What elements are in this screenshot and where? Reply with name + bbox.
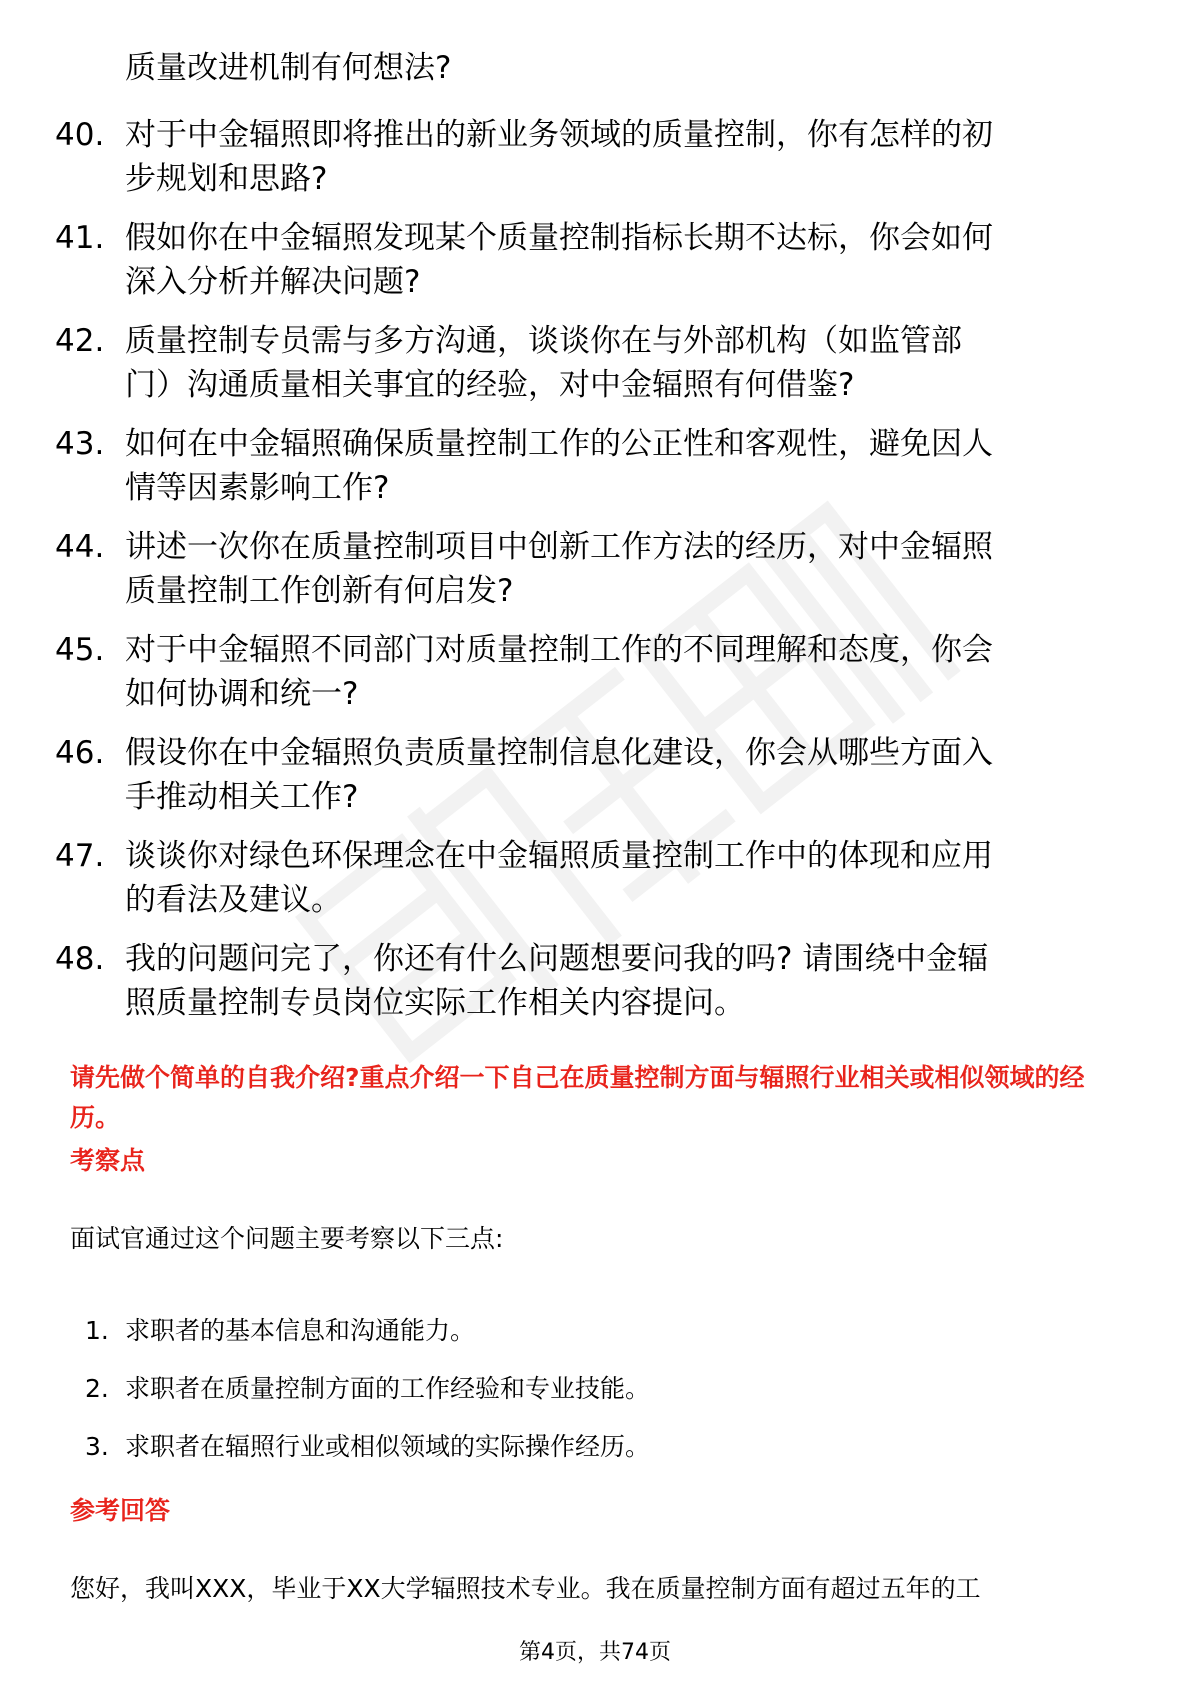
item-number: 46. (55, 735, 105, 771)
list-item (55, 834, 1135, 922)
interview-question-list (55, 113, 1135, 1040)
point-number: 2. (85, 1374, 109, 1403)
page-indicator: 第4页，共74页 (519, 1640, 671, 1665)
list-item (55, 628, 1135, 716)
item-text-line1: 谈谈你对绿色环保理念在中金辐照质量控制工作中的体现和应用 (125, 838, 993, 874)
item-number: 48. (55, 941, 105, 977)
item-text-line1: 假如你在中金辐照发现某个质量控制指标长期不达标，你会如何 (125, 220, 993, 256)
item-text-line1: 对于中金辐照不同部门对质量控制工作的不同理解和态度，你会 (125, 632, 993, 668)
list-item (55, 731, 1135, 819)
item-text-line2: 门）沟通质量相关事宜的经验，对中金辐照有何借鉴? (125, 367, 855, 403)
list-item (55, 525, 1135, 613)
item-number: 40. (55, 117, 105, 153)
list-item (55, 319, 1135, 407)
item-text-line2: 深入分析并解决问题? (125, 264, 421, 300)
item-text-line1: 如何在中金辐照确保质量控制工作的公正性和客观性，避免因人 (125, 426, 993, 462)
item-text-line1: 我的问题问完了，你还有什么问题想要问我的吗? 请围绕中金辐 (125, 941, 989, 977)
point-text: 求职者在质量控制方面的工作经验和专业技能。 (125, 1374, 651, 1403)
question-continuation: 质量改进机制有何想法? (125, 50, 452, 86)
item-number: 43. (55, 426, 105, 462)
list-item (85, 1429, 650, 1465)
point-number: 3. (85, 1432, 109, 1461)
item-text-line2: 情等因素影响工作? (125, 470, 390, 506)
item-text-line2: 照质量控制专员岗位实际工作相关内容提问。 (125, 985, 745, 1021)
item-text-line1: 质量控制专员需与多方沟通，谈谈你在与外部机构（如监管部 (125, 323, 962, 359)
item-text-line1: 讲述一次你在质量控制项目中创新工作方法的经历，对中金辐照 (125, 529, 993, 565)
list-item (85, 1313, 650, 1349)
reference-answer-text: 您好，我叫XXX，毕业于XX大学辐照技术专业。我在质量控制方面有超过五年的工 (70, 1574, 981, 1603)
item-text-line2: 的看法及建议。 (125, 882, 342, 918)
list-item (55, 216, 1135, 304)
list-item (55, 937, 1135, 1025)
list-item (55, 113, 1135, 201)
assessment-heading: 考察点 (70, 1146, 146, 1175)
item-number: 44. (55, 529, 105, 565)
list-item (85, 1371, 650, 1407)
item-number: 42. (55, 323, 105, 359)
item-number: 41. (55, 220, 105, 256)
item-text-line2: 步规划和思路? (125, 161, 328, 197)
item-number: 47. (55, 838, 105, 874)
point-text: 求职者的基本信息和沟通能力。 (125, 1316, 476, 1345)
item-text-line1: 对于中金辐照即将推出的新业务领域的质量控制，你有怎样的初 (125, 117, 993, 153)
featured-question: 请先做个简单的自我介绍?重点介绍一下自己在质量控制方面与辐照行业相关或相似领域的经历。 (70, 1063, 1085, 1132)
assessment-intro: 面试官通过这个问题主要考察以下三点: (70, 1224, 504, 1253)
point-number: 1. (85, 1316, 109, 1345)
item-number: 45. (55, 632, 105, 668)
list-item (55, 422, 1135, 510)
point-text: 求职者在辐照行业或相似领域的实际操作经历。 (125, 1432, 651, 1461)
reference-heading: 参考回答 (70, 1496, 171, 1525)
item-text-line2: 如何协调和统一? (125, 676, 359, 712)
item-text-line1: 假设你在中金辐照负责质量控制信息化建设，你会从哪些方面入 (125, 735, 993, 771)
item-text-line2: 手推动相关工作? (125, 779, 359, 815)
item-text-line2: 质量控制工作创新有何启发? (125, 573, 514, 609)
assessment-points (85, 1313, 650, 1487)
